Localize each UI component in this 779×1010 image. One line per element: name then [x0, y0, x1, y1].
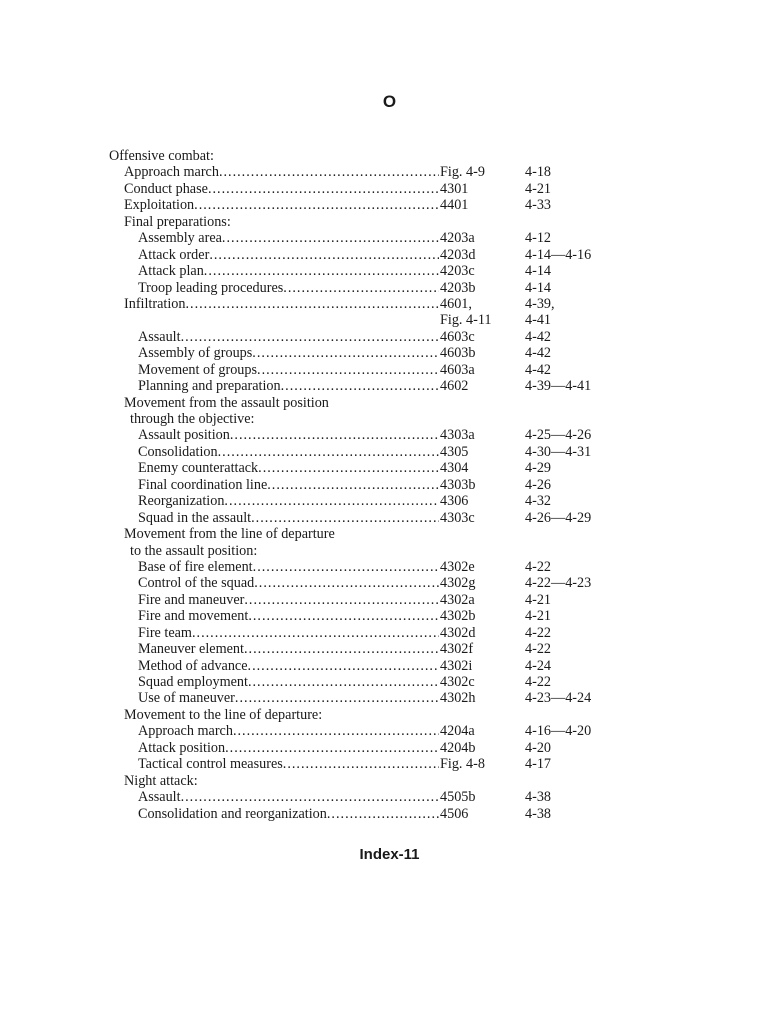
- dot-leader: [181, 789, 439, 805]
- index-entry-row: [109, 756, 629, 772]
- index-entry-term-text: Fire and maneuver: [138, 591, 245, 608]
- index-entry-term-text: Movement from the assault position: [124, 394, 329, 411]
- index-entry-row: [109, 641, 629, 657]
- index-entry-page-ref: 4-22: [525, 641, 552, 658]
- index-entry-paragraph-ref: 4302a: [440, 592, 530, 608]
- index-entry-page-ref: 4-30—4-31: [525, 443, 592, 460]
- index-entry-page-ref: 4-14—4-16: [525, 246, 592, 263]
- dot-leader: [327, 806, 439, 822]
- dot-leader: [248, 608, 439, 624]
- index-entry-row: [109, 214, 629, 230]
- index-entry-row: [109, 510, 629, 526]
- index-entry-term-text: Night attack:: [124, 772, 198, 789]
- index-entry-row: [109, 608, 629, 624]
- index-entry-term: [138, 740, 439, 756]
- dot-leader: [224, 493, 439, 509]
- index-entry-term: [130, 411, 439, 427]
- index-entry-term-text: Movement to the line of departure:: [124, 706, 323, 723]
- index-entry-term-text: Movement of groups: [138, 361, 258, 378]
- index-entry-paragraph-ref: 4602: [440, 378, 530, 394]
- index-entry-row: [109, 575, 629, 591]
- index-entry-row: [109, 148, 629, 164]
- index-entry-row: [109, 592, 629, 608]
- index-entry-paragraph-ref: 4603c: [440, 329, 530, 345]
- index-entry-term: [138, 690, 439, 706]
- index-entry-page-ref: 4-26—4-29: [525, 509, 592, 526]
- index-entry-term-text: Base of fire element: [138, 558, 253, 575]
- index-entry-term: [138, 789, 439, 805]
- index-entry-term-text: Consolidation and reorganization: [138, 805, 327, 822]
- index-entry-page-ref: 4-39—4-41: [525, 378, 592, 395]
- index-entry-term: [138, 477, 439, 493]
- index-entry-term: [138, 362, 439, 378]
- index-entry-term-text: Conduct phase: [124, 180, 208, 197]
- index-entry-paragraph-ref: Fig. 4-11: [440, 312, 530, 328]
- dot-leader: [192, 625, 439, 641]
- dot-leader: [225, 740, 439, 756]
- dot-leader: [235, 690, 439, 706]
- index-entry-paragraph-ref: 4603a: [440, 362, 530, 378]
- dot-leader: [181, 329, 439, 345]
- index-entry-term-text: Attack order: [138, 246, 210, 263]
- index-entry-term-text: Squad in the assault: [138, 509, 252, 526]
- index-entry-term-text: Assembly of groups: [138, 345, 253, 362]
- dot-leader: [244, 641, 439, 657]
- index-entry-row: [109, 312, 629, 328]
- index-entry-row: [109, 230, 629, 246]
- index-entry-row: [109, 329, 629, 345]
- index-entry-term: [124, 181, 439, 197]
- index-entry-term: [138, 592, 439, 608]
- index-entry-paragraph-ref: 4302i: [440, 658, 530, 674]
- dot-leader: [219, 164, 439, 180]
- index-entry-row: [109, 395, 629, 411]
- index-entry-term-text: Control of the squad: [138, 575, 255, 592]
- index-entry-term: [138, 280, 439, 296]
- index-entry-paragraph-ref: 4302g: [440, 575, 530, 591]
- index-entry-paragraph-ref: 4302c: [440, 674, 530, 690]
- index-entry-term: [138, 575, 439, 591]
- index-entry-term: [138, 444, 439, 460]
- index-entry-paragraph-ref: 4303c: [440, 510, 530, 526]
- index-entry-paragraph-ref: Fig. 4-9: [440, 164, 530, 180]
- index-entry-page-ref: 4-42: [525, 361, 552, 378]
- index-entry-term-text: Reorganization: [138, 493, 225, 510]
- index-entry-paragraph-ref: 4303a: [440, 427, 530, 443]
- index-entry-term-text: Exploitation: [124, 197, 195, 214]
- index-entry-row: [109, 263, 629, 279]
- dot-leader: [253, 559, 439, 575]
- index-entry-row: [109, 690, 629, 706]
- index-entry-term: [138, 723, 439, 739]
- index-entry-term-text: Troop leading procedures: [138, 279, 284, 296]
- index-entry-term: [138, 427, 439, 443]
- index-entry-row: [109, 197, 629, 213]
- index-entry-term-text: Final coordination line: [138, 476, 268, 493]
- index-entry-paragraph-ref: 4204b: [440, 740, 530, 756]
- index-entry-page-ref: 4-38: [525, 805, 552, 822]
- index-entry-paragraph-ref: 4302f: [440, 641, 530, 657]
- index-entry-page-ref: 4-18: [525, 164, 552, 181]
- index-entry-page-ref: 4-23—4-24: [525, 690, 592, 707]
- index-entry-term: [138, 460, 439, 476]
- index-entries: [109, 148, 629, 822]
- index-entry-term: [138, 806, 439, 822]
- index-entry-row: [109, 493, 629, 509]
- dot-leader: [267, 477, 439, 493]
- index-entry-term-text: Assault: [138, 789, 181, 806]
- dot-leader: [209, 247, 439, 263]
- index-entry-page-ref: 4-22: [525, 558, 552, 575]
- index-entry-row: [109, 559, 629, 575]
- index-entry-term-text: Fire team: [138, 624, 192, 641]
- index-entry-row: [109, 444, 629, 460]
- index-entry-row: [109, 378, 629, 394]
- index-entry-row: [109, 164, 629, 180]
- index-entry-page-ref: 4-22: [525, 624, 552, 641]
- index-entry-term-text: Assault position: [138, 427, 230, 444]
- index-entry-page-ref: 4-17: [525, 756, 552, 773]
- index-entry-paragraph-ref: 4302d: [440, 625, 530, 641]
- index-entry-term: [124, 214, 439, 230]
- index-entry-page-ref: 4-22—4-23: [525, 575, 592, 592]
- dot-leader: [281, 378, 439, 394]
- index-entry-paragraph-ref: 4204a: [440, 723, 530, 739]
- index-entry-term: [124, 526, 439, 542]
- index-entry-term-text: Movement from the line of departure: [124, 526, 335, 543]
- dot-leader: [283, 756, 439, 772]
- index-entry-term: [124, 164, 439, 180]
- index-entry-term: [138, 658, 439, 674]
- index-entry-term: [138, 247, 439, 263]
- index-entry-term: [138, 608, 439, 624]
- index-entry-term: [124, 707, 439, 723]
- index-entry-term-text: Maneuver element: [138, 641, 244, 658]
- index-entry-paragraph-ref: 4302h: [440, 690, 530, 706]
- index-entry-row: [109, 362, 629, 378]
- index-entry-paragraph-ref: 4303b: [440, 477, 530, 493]
- index-entry-row: [109, 658, 629, 674]
- index-entry-page-ref: 4-25—4-26: [525, 427, 592, 444]
- index-entry-page-ref: 4-20: [525, 739, 552, 756]
- page-section-letter: O: [382, 92, 397, 111]
- index-entry-page-ref: 4-14: [525, 263, 552, 280]
- index-entry-paragraph-ref: 4302e: [440, 559, 530, 575]
- dot-leader: [230, 427, 439, 443]
- index-entry-term-text: Attack position: [138, 739, 226, 756]
- index-entry-row: [109, 543, 629, 559]
- index-entry-row: [109, 773, 629, 789]
- index-entry-paragraph-ref: 4306: [440, 493, 530, 509]
- index-entry-page-ref: 4-21: [525, 591, 552, 608]
- index-entry-paragraph-ref: 4601,: [440, 296, 530, 312]
- index-entry-row: [109, 181, 629, 197]
- index-entry-page-ref: 4-26: [525, 476, 552, 493]
- index-entry-term-text: Use of maneuver: [138, 690, 235, 707]
- index-entry-paragraph-ref: 4505b: [440, 789, 530, 805]
- index-entry-paragraph-ref: 4203c: [440, 263, 530, 279]
- index-entry-row: [109, 247, 629, 263]
- index-entry-row: [109, 427, 629, 443]
- index-entry-page-ref: 4-33: [525, 197, 552, 214]
- index-entry-term-text: Fire and movement: [138, 608, 249, 625]
- page-footer: Index-11: [359, 846, 420, 863]
- dot-leader: [258, 460, 439, 476]
- index-entry-page-ref: 4-42: [525, 345, 552, 362]
- index-entry-paragraph-ref: 4302b: [440, 608, 530, 624]
- index-entry-row: [109, 740, 629, 756]
- index-entry-row: [109, 345, 629, 361]
- index-entry-term: [138, 378, 439, 394]
- index-entry-term-text: Method of advance: [138, 657, 248, 674]
- index-entry-row: [109, 674, 629, 690]
- index-entry-row: [109, 280, 629, 296]
- dot-leader: [204, 263, 439, 279]
- index-entry-page-ref: 4-22: [525, 674, 552, 690]
- index-entry-row: [109, 411, 629, 427]
- dot-leader: [185, 296, 439, 312]
- index-entry-row: [109, 296, 629, 312]
- index-entry-term-text: Squad employment: [138, 674, 248, 690]
- index-entry-term: [138, 559, 439, 575]
- index-entry-page-ref: 4-14: [525, 279, 552, 296]
- index-entry-page-ref: 4-39,: [525, 295, 555, 312]
- index-entry-row: [109, 460, 629, 476]
- index-entry-page-ref: 4-24: [525, 657, 552, 674]
- index-entry-page-ref: 4-38: [525, 789, 552, 806]
- index-entry-page-ref: 4-21: [525, 608, 552, 625]
- index-entry-term-text: Enemy counterattack: [138, 460, 259, 477]
- index-entry-term: [138, 674, 439, 690]
- index-entry-row: [109, 806, 629, 822]
- index-entry-term: [138, 641, 439, 657]
- index-entry-paragraph-ref: 4301: [440, 181, 530, 197]
- index-entry-page-ref: 4-32: [525, 493, 552, 510]
- index-entry-term-text: through the objective:: [130, 411, 255, 427]
- index-entry-term: [130, 543, 439, 559]
- index-entry-paragraph-ref: 4401: [440, 197, 530, 213]
- index-entry-row: [109, 625, 629, 641]
- index-entry-term-text: Final preparations:: [124, 213, 231, 230]
- index-entry-page-ref: 4-16—4-20: [525, 723, 592, 740]
- index-entry-term-text: Assembly area: [138, 230, 222, 247]
- dot-leader: [233, 723, 439, 739]
- index-entry-term: [138, 345, 439, 361]
- index-entry-row: [109, 789, 629, 805]
- index-entry-term-text: to the assault position:: [130, 542, 258, 559]
- index-entry-paragraph-ref: 4603b: [440, 345, 530, 361]
- index-entry-paragraph-ref: 4203d: [440, 247, 530, 263]
- dot-leader: [251, 510, 439, 526]
- index-entry-term-text: Assault: [138, 328, 181, 345]
- index-entry-term: [109, 148, 439, 164]
- index-entry-page-ref: 4-21: [525, 180, 552, 197]
- dot-leader: [194, 197, 439, 213]
- index-entry-term: [124, 773, 439, 789]
- index-entry-term: [138, 230, 439, 246]
- index-entry-page-ref: 4-41: [525, 312, 552, 329]
- dot-leader: [283, 280, 439, 296]
- index-entry-paragraph-ref: 4305: [440, 444, 530, 460]
- index-entry-paragraph-ref: 4203a: [440, 230, 530, 246]
- index-entry-term: [138, 756, 439, 772]
- dot-leader: [248, 674, 439, 690]
- dot-leader: [252, 345, 439, 361]
- index-entry-term-text: Attack plan: [138, 263, 204, 280]
- index-entry-term: [138, 493, 439, 509]
- index-entry-term-text: Planning and preparation: [138, 378, 281, 395]
- dot-leader: [222, 230, 439, 246]
- dot-leader: [218, 444, 439, 460]
- index-entry-term-text: Approach march: [124, 164, 219, 181]
- index-entry-page-ref: 4-42: [525, 328, 552, 345]
- index-entry-term: [124, 395, 439, 411]
- dot-leader: [254, 575, 439, 591]
- index-entry-term: [138, 263, 439, 279]
- index-entry-row: [109, 526, 629, 542]
- index-entry-term: [124, 296, 439, 312]
- index-entry-paragraph-ref: 4506: [440, 806, 530, 822]
- index-entry-term-text: Tactical control measures: [138, 756, 283, 773]
- index-entry-term-text: Offensive combat:: [109, 148, 214, 164]
- index-entry-paragraph-ref: 4304: [440, 460, 530, 476]
- index-entry-term-text: Consolidation: [138, 443, 218, 460]
- index-entry-paragraph-ref: 4203b: [440, 280, 530, 296]
- index-entry-term: [138, 510, 439, 526]
- index-entry-term: [138, 625, 439, 641]
- index-entry-page-ref: 4-12: [525, 230, 552, 247]
- dot-leader: [257, 362, 439, 378]
- index-entry-term-text: Infiltration: [124, 295, 186, 312]
- index-entry-term: [138, 329, 439, 345]
- dot-leader: [248, 658, 439, 674]
- dot-leader: [244, 592, 439, 608]
- index-entry-page-ref: 4-29: [525, 460, 552, 477]
- index-entry-row: [109, 707, 629, 723]
- index-entry-row: [109, 477, 629, 493]
- index-entry-term-text: Approach march: [138, 723, 233, 740]
- dot-leader: [208, 181, 439, 197]
- index-entry-paragraph-ref: Fig. 4-8: [440, 756, 530, 772]
- index-entry-row: [109, 723, 629, 739]
- index-entry-term: [124, 197, 439, 213]
